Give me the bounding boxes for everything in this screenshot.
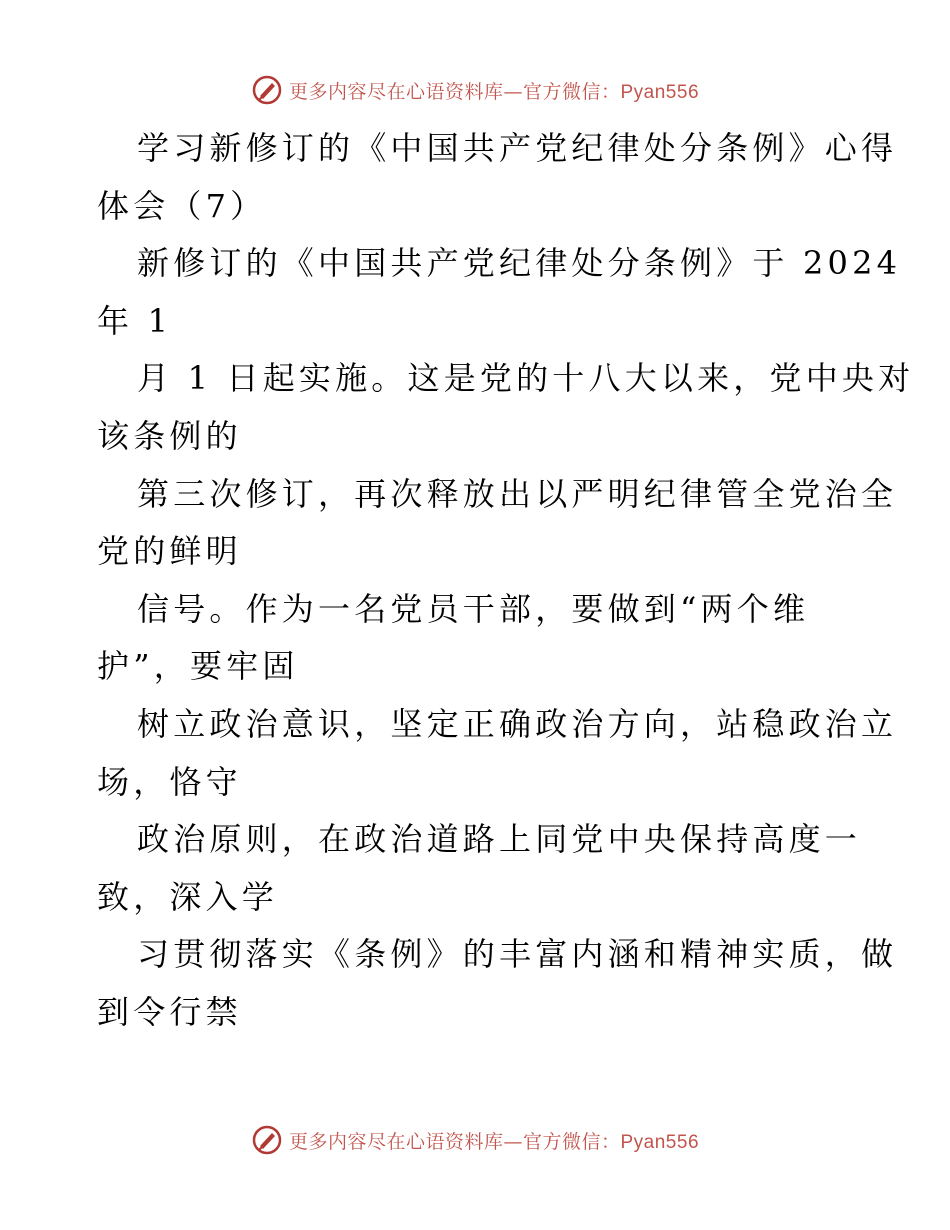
footer-banner-text: 更多内容尽在心语资料库—官方微信：Pyan556: [288, 1130, 700, 1153]
paragraph-line: 树立政治意识，坚定正确政治方向，站稳政治立: [137, 704, 898, 743]
paragraph-line: 场，恪守: [97, 762, 242, 801]
paragraph-line: 护”，要牢固: [97, 647, 299, 686]
footer-banner: [0, 1120, 950, 1160]
paragraph-line: 习贯彻落实《条例》的丰富内涵和精神实质，做: [137, 935, 898, 974]
paragraph-line: 月 1 日起实施。这是党的十八大以来，党中央对: [137, 359, 915, 398]
paragraph-line: 新修订的《中国共产党纪律处分条例》于 2024: [137, 244, 902, 283]
paragraph-line: 政治原则，在政治道路上同党中央保持高度一: [137, 820, 862, 859]
quill-logo-icon: [251, 1124, 283, 1156]
paragraph-line: 第三次修订，再次释放出以严明纪律管全党治全: [137, 474, 898, 513]
document-title-line-2: 体会（7）: [97, 186, 267, 225]
paragraph-line: 致，深入学: [97, 877, 279, 916]
header-banner-text: 更多内容尽在心语资料库—官方微信：Pyan556: [288, 80, 700, 103]
paragraph-line: 年 1: [97, 301, 173, 340]
paragraph-line: 到令行禁: [97, 992, 242, 1031]
paragraph-line: 党的鲜明: [97, 532, 242, 571]
document-title-line-1: 学习新修订的《中国共产党纪律处分条例》心得: [137, 129, 898, 167]
paragraph-line: 该条例的: [97, 416, 242, 455]
document-body: [97, 120, 915, 1042]
paragraph-line: 信号。作为一名党员干部，要做到“两个维: [137, 589, 810, 628]
header-banner: [0, 70, 950, 110]
quill-logo-icon: [251, 74, 283, 106]
